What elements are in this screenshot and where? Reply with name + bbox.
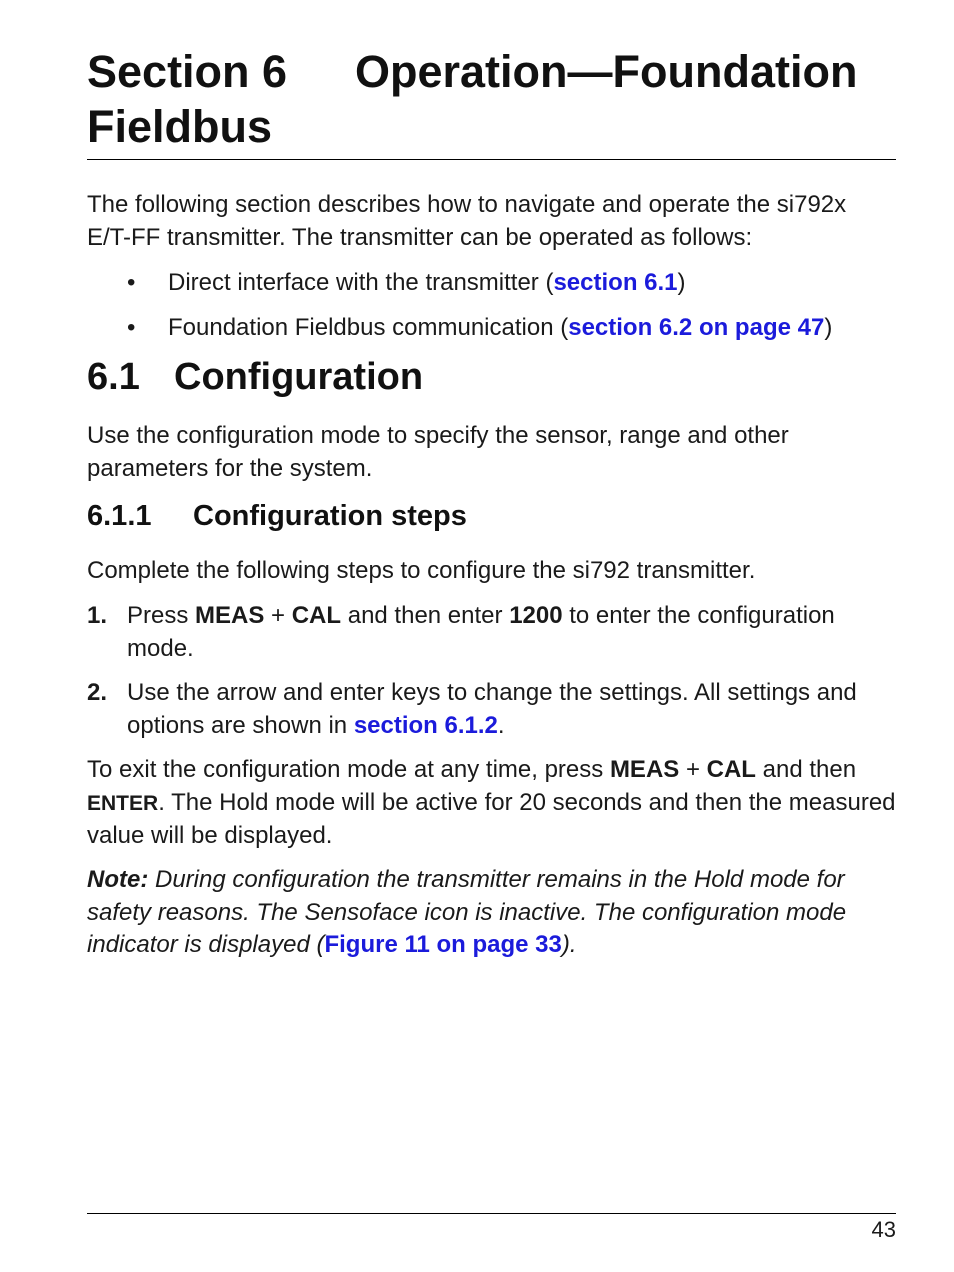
bullet-text: Foundation Fieldbus communication ( (168, 314, 569, 341)
page-number: 43 (871, 1217, 896, 1242)
heading-configuration (87, 355, 423, 399)
subheading-number: 6.1.1 (87, 500, 152, 532)
heading-configuration-steps (87, 498, 467, 534)
subheading-text: Configuration steps (193, 500, 467, 532)
steps-intro: Complete the following steps to configure the si792 transmitter. (87, 557, 756, 584)
page-title (87, 44, 857, 154)
step-number: 1. (87, 602, 108, 629)
bullet-text-end: ) (677, 269, 686, 296)
key-meas: MEAS (195, 602, 265, 629)
section-label: Section 6 (87, 46, 288, 97)
link-section-6-1-2[interactable]: section 6.1.2 (353, 711, 498, 739)
title-line2: Fieldbus (87, 101, 273, 152)
link-section-6-2[interactable]: section 6.2 on page 47 (568, 314, 825, 341)
link-figure-11[interactable]: Figure 11 on page 33 (324, 931, 562, 958)
step-item (87, 600, 896, 665)
note-paragraph: Note: During configuration the transmitter remains in the Hold mode for safety reasons. The Sensoface icon is inactive. The configuration mode indicator is displayed (Figure 11 on page 33). (87, 866, 847, 958)
key-meas: MEAS (609, 756, 680, 783)
step-text: Use the arrow and enter keys to change the settings. All settings and options are shown in section 6.1.2. (127, 679, 857, 739)
intro-paragraph: The following section describes how to navigate and operate the si792x E/T-FF transmitter. The transmitter can be operated as follows: (87, 191, 847, 251)
heading-number: 6.1 (87, 356, 140, 398)
bullet-marker: • (127, 314, 136, 341)
key-cal: CAL (291, 602, 342, 629)
step-number: 2. (87, 679, 108, 706)
step-item (87, 677, 896, 742)
code-1200: 1200 (509, 602, 563, 629)
note-label: Note: (87, 866, 149, 893)
link-section-6-1[interactable]: section 6.1 (553, 269, 678, 296)
configuration-paragraph: Use the configuration mode to specify the sensor, range and other parameters for the system. (87, 422, 789, 482)
title-line1: Operation—Foundation (355, 46, 858, 97)
title-divider (87, 159, 896, 160)
footer-divider (87, 1213, 896, 1214)
exit-paragraph: To exit the configuration mode at any time, press MEAS + CAL and then ENTER. The Hold mode will be active for 20 seconds and then the measured value will be displayed. (87, 756, 896, 849)
key-enter: ENTER (87, 791, 159, 815)
heading-text: Configuration (174, 356, 424, 398)
key-cal: CAL (706, 756, 756, 783)
bullet-text-end: ) (824, 314, 833, 341)
step-text: Press MEAS + CAL and then enter 1200 to enter the configuration mode. (127, 602, 835, 662)
bullet-text: Direct interface with the transmitter ( (168, 269, 554, 296)
bullet-marker: • (127, 269, 136, 296)
